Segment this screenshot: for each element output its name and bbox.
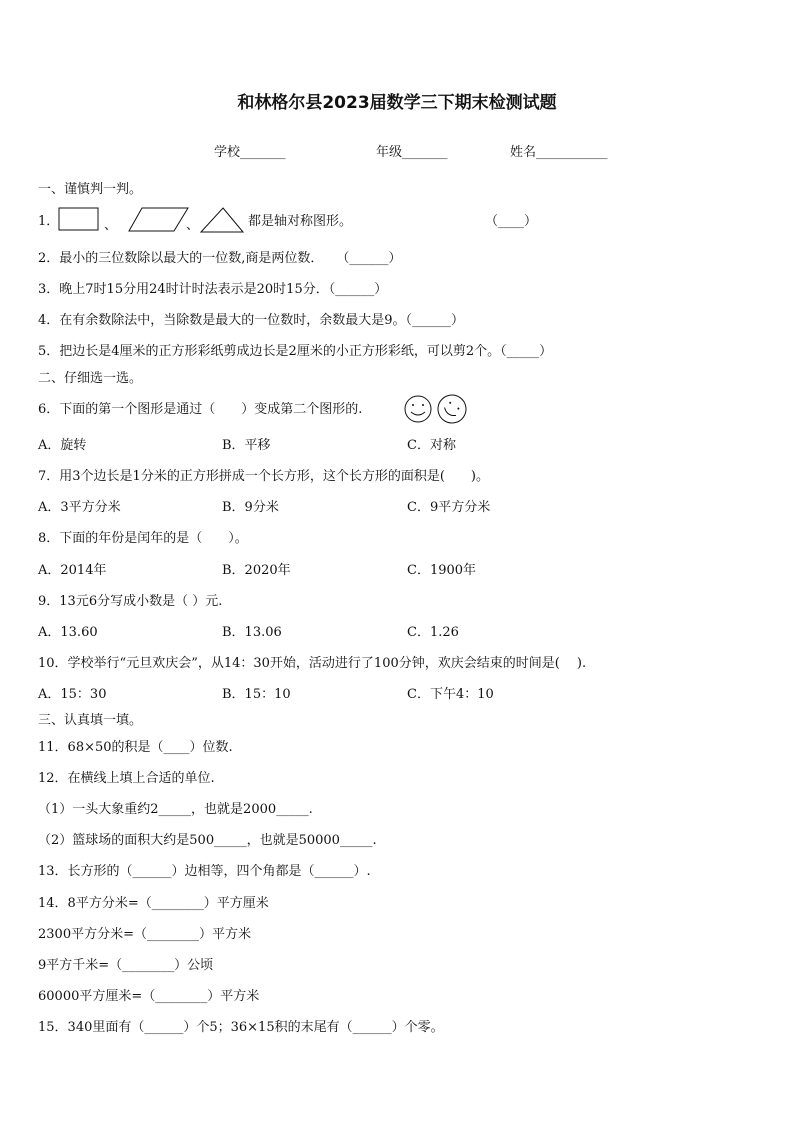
option-b: B．平移: [222, 438, 271, 453]
parallelogram-shape: [128, 206, 190, 234]
question-1-text: 都是轴对称图形。: [248, 214, 353, 229]
section-heading: 一、谨慎判一判。: [38, 182, 143, 197]
question-11: 11．68×50的积是（____）位数.: [38, 740, 233, 755]
option-a: A．旋转: [38, 438, 87, 453]
option-a: A．13.60: [38, 625, 98, 640]
question-4: 4．在有余数除法中，当除数是最大的一位数时，余数最大是9。（______）: [38, 313, 465, 328]
question-13: 13．长方形的（______）边相等，四个角都是（______）.: [38, 864, 371, 879]
question-15: 15．340里面有（______）个5；36×15积的末尾有（______）个零。: [38, 1020, 444, 1035]
question-10: 10．学校举行“元旦欢庆会”，从14：30开始，活动进行了100分钟，欢庆会结束的时间是( ).: [38, 656, 587, 671]
option-b: B．15：10: [222, 687, 291, 702]
question-7: 7．用3个边长是1分米的正方形拼成一个长方形，这个长方形的面积是( )。: [38, 469, 489, 484]
option-a: A．15：30: [38, 687, 107, 702]
question-5: 5．把边长是4厘米的正方形彩纸剪成边长是2厘米的小正方形彩纸，可以剪2个。（_____）: [38, 344, 553, 359]
question-12: 12．在横线上填上合适的单位.: [38, 771, 215, 786]
question-number: 1．: [38, 214, 60, 229]
question-2: 2．最小的三位数除以最大的一位数,商是两位数． （______）: [38, 251, 402, 266]
separator: 、: [186, 218, 200, 233]
section-heading: 三、认真填一填。: [38, 713, 143, 728]
question-8: 8．下面的年份是闰年的是（ ）。: [38, 531, 248, 546]
question-14-line-1: 14．8平方分米=（________）平方厘米: [38, 896, 269, 911]
grade-field: 年级_______: [376, 145, 448, 160]
option-b: B．9分米: [222, 500, 279, 515]
question-14-line-4: 60000平方厘米=（________）平方米: [38, 989, 260, 1004]
option-b: B．13.06: [222, 625, 282, 640]
name-field: 姓名___________: [510, 145, 608, 160]
answer-blank: （____）: [485, 214, 538, 229]
question-14-line-2: 2300平方分米=（________）平方米: [38, 927, 251, 942]
option-a: A．3平方分米: [38, 500, 121, 515]
question-14-line-3: 9平方千米=（________）公顷: [38, 958, 214, 973]
smiley-face-icon: [405, 396, 431, 422]
triangle-shape: [199, 206, 245, 234]
question-9: 9．13元6分写成小数是（ ）元.: [38, 594, 223, 609]
question-12-part-1: （1）一头大象重约2_____，也就是2000_____.: [38, 802, 313, 817]
question-12-part-2: （2）篮球场的面积大约是500_____，也就是50000_____.: [38, 833, 377, 848]
option-a: A．2014年: [38, 563, 107, 578]
question-6: 6．下面的第一个图形是通过（ ）变成第二个图形的.: [38, 402, 363, 417]
question-1: [38, 214, 59, 230]
page-title: 和林格尔县2023届数学三下期末检测试题: [237, 93, 557, 113]
option-c: C．下午4：10: [407, 687, 494, 702]
option-c: C．1.26: [407, 625, 459, 640]
option-c: C．9平方分米: [407, 500, 491, 515]
smiley-faces-figure: [400, 394, 472, 426]
option-b: B．2020年: [222, 563, 291, 578]
rotated-smiley-face-icon: [433, 394, 472, 426]
option-c: C．对称: [407, 438, 456, 453]
school-field: 学校_______: [214, 145, 286, 160]
separator: 、: [104, 218, 118, 233]
section-heading: 二、仔细选一选。: [38, 371, 143, 386]
question-3: 3．晚上7时15分用24时计时法表示是20时15分．（______）: [38, 282, 388, 297]
option-c: C．1900年: [407, 563, 477, 578]
rectangle-shape: [58, 207, 100, 233]
